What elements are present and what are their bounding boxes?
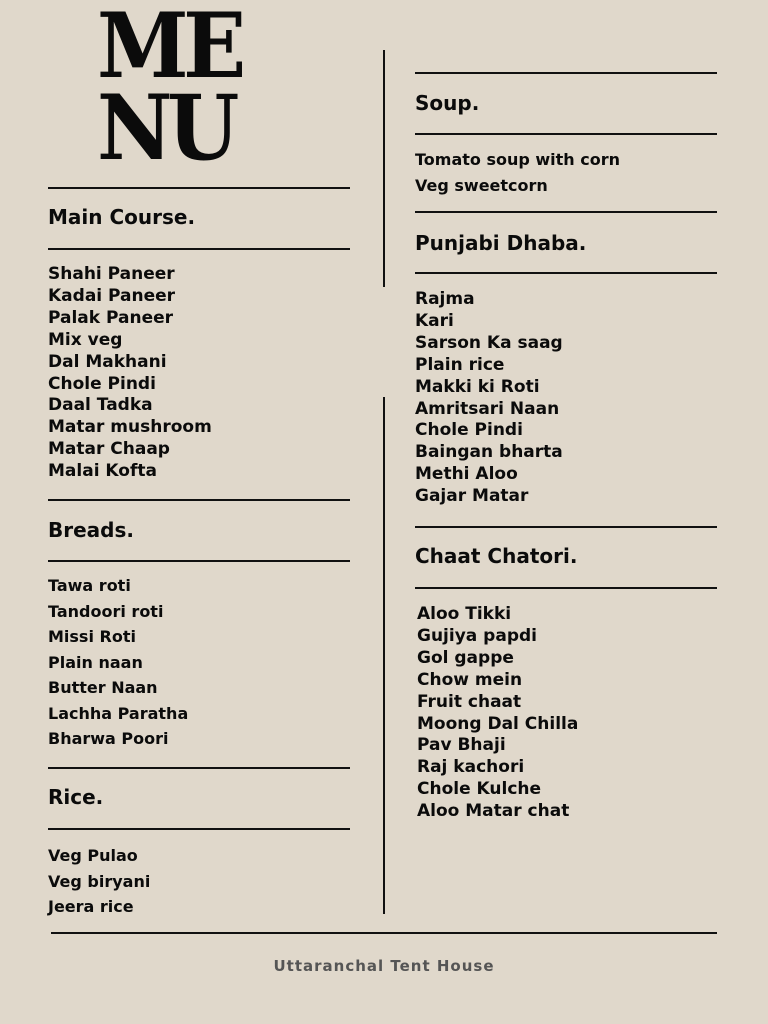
divider (415, 72, 717, 74)
menu-item: Butter Naan (48, 678, 158, 697)
menu-item: Matar mushroom (48, 417, 212, 438)
menu-item: Rajma (415, 289, 475, 309)
section-title-breads: Breads. (48, 518, 134, 542)
divider (415, 526, 717, 528)
menu-item: Chow mein (417, 669, 523, 690)
divider (415, 272, 717, 274)
menu-item: Malai Kofta (48, 461, 157, 482)
menu-item: Fruit chaat (417, 691, 522, 712)
menu-item: Makki ki Roti (415, 376, 540, 397)
menu-item: Daal Tadka (48, 395, 153, 416)
menu-item: Plain naan (48, 652, 143, 672)
divider (48, 767, 350, 769)
menu-item: Aloo Matar chat (417, 801, 570, 822)
menu-item: Chole Kulche (417, 779, 542, 800)
menu-item: Missi Roti (48, 627, 136, 646)
logo-line-2: NU (97, 75, 234, 181)
menu-item: Chole Pindi (415, 420, 523, 441)
menu-item: Palak Paneer (48, 307, 174, 328)
menu-logo (97, 0, 253, 181)
menu-item: Gol gappe (417, 647, 514, 668)
section-title-main-course: Main Course. (48, 205, 196, 229)
menu-item: Tawa roti (48, 576, 131, 595)
column-divider-bottom (383, 397, 385, 914)
menu-item: Raj kachori (417, 757, 525, 778)
menu-item: Veg Pulao (48, 846, 138, 865)
section-title-chaat-chatori: Chaat Chatori. (415, 544, 578, 568)
menu-item: Kadai Paneer (48, 285, 176, 306)
menu-item: Chole Pindi (48, 373, 156, 394)
menu-item: Matar Chaap (48, 439, 170, 460)
menu-item: Mix veg (48, 329, 123, 350)
menu-item: Methi Aloo (415, 464, 518, 485)
menu-item: Kari (415, 310, 454, 331)
logo-line-1: ME (97, 0, 241, 99)
divider (48, 248, 350, 250)
menu-item: Shahi Paneer (48, 264, 175, 284)
divider (48, 499, 350, 501)
menu-item: Amritsari Naan (415, 398, 560, 419)
menu-item: Baingan bharta (415, 442, 563, 463)
soup-list (415, 147, 620, 198)
menu-item: Lachha Paratha (48, 703, 189, 723)
menu-item: Moong Dal Chilla (417, 713, 579, 734)
divider (48, 828, 350, 830)
menu-item: Veg sweetcorn (415, 175, 548, 195)
menu-item: Gujiya papdi (417, 625, 537, 646)
menu-item: Tandoori roti (48, 601, 164, 621)
breads-list (48, 573, 188, 752)
menu-item: Gajar Matar (415, 486, 529, 507)
menu-item: Sarson Ka saag (415, 332, 563, 353)
section-title-rice: Rice. (48, 785, 104, 809)
menu-item: Tomato soup with corn (415, 150, 621, 169)
chaat-chatori-list (417, 604, 578, 823)
punjabi-dhaba-list (415, 289, 563, 508)
divider (415, 587, 717, 589)
divider (415, 133, 717, 135)
section-title-soup: Soup. (415, 91, 480, 115)
divider (48, 187, 350, 189)
menu-item: Pav Bhaji (417, 735, 506, 756)
menu-item: Jeera rice (48, 897, 134, 916)
main-course-list (48, 264, 212, 483)
menu-item: Veg biryani (48, 871, 151, 891)
footer-business-name: Uttaranchal Tent House (273, 957, 495, 975)
menu-item: Bharwa Poori (48, 729, 169, 748)
menu-item: Aloo Tikki (417, 604, 512, 624)
section-title-punjabi-dhaba: Punjabi Dhaba. (415, 231, 587, 255)
menu-item: Dal Makhani (48, 351, 167, 372)
column-divider-top (383, 50, 385, 287)
footer-divider (51, 932, 717, 934)
divider (415, 211, 717, 213)
rice-list (48, 843, 150, 920)
menu-item: Plain rice (415, 354, 505, 375)
divider (48, 560, 350, 562)
